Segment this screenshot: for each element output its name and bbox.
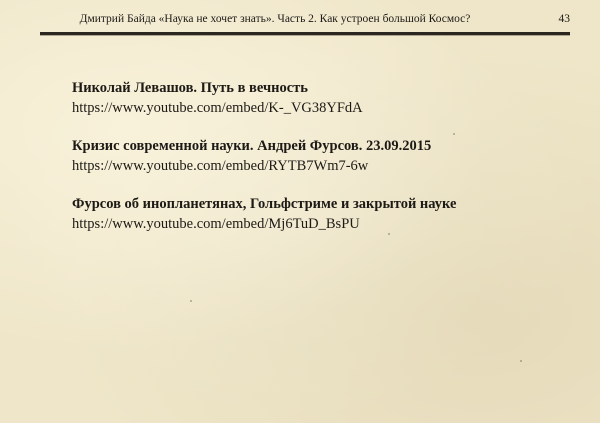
entry-title: Кризис современной науки. Андрей Фурсов. 23.09.2015 [72, 138, 432, 154]
entry-title: Николай Левашов. Путь в вечность [72, 80, 308, 96]
paper-speck [190, 300, 192, 302]
video-entry [72, 78, 572, 118]
paper-speck [520, 360, 522, 362]
running-header-title: Дмитрий Байда «Наука не хочет знать». Часть 2. Как устроен большой Космос? [79, 13, 471, 25]
header-rule [40, 32, 570, 35]
entry-link[interactable]: https://www.youtube.com/embed/Mj6TuD_BsPU [72, 216, 360, 232]
entry-link[interactable]: https://www.youtube.com/embed/K-_VG38YFdA [72, 100, 363, 116]
entry-title: Фурсов об инопланетянах, Гольфстриме и закрытой науке [72, 196, 457, 212]
page-content [72, 78, 572, 252]
entry-link[interactable]: https://www.youtube.com/embed/RYTB7Wm7-6w [72, 158, 369, 174]
page-header [40, 0, 570, 36]
paper-speck [453, 133, 455, 135]
paper-speck [388, 233, 390, 235]
video-entry [72, 194, 572, 234]
video-entry [72, 136, 572, 176]
page-number: 43 [558, 13, 570, 25]
